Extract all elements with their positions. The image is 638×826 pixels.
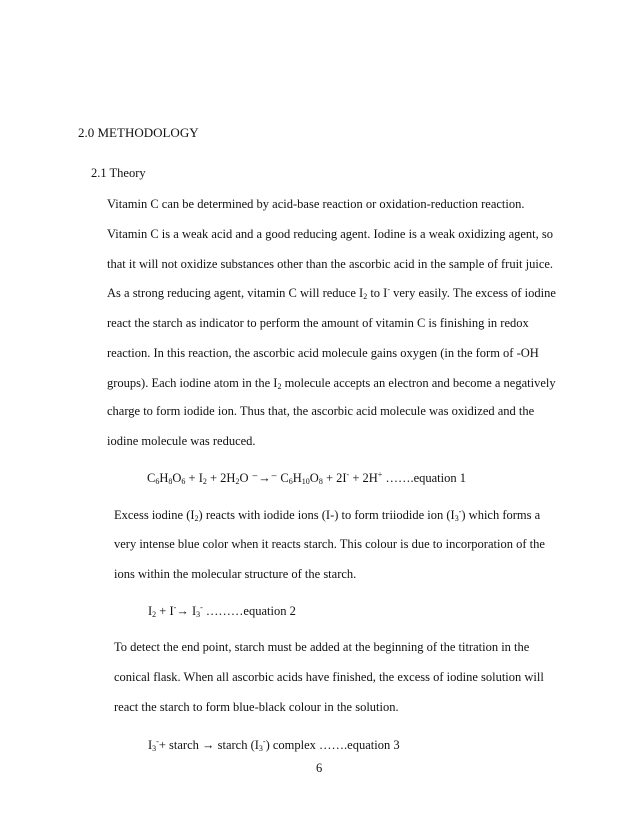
paragraph-line: conical flask. When all ascorbic acids have finished, the excess of iodine solution will (114, 670, 544, 684)
paragraph-line: Vitamin C is a weak acid and a good reducing agent. Iodine is a weak oxidizing agent, so (107, 227, 553, 241)
section-heading: 2.0 METHODOLOGY (78, 125, 199, 140)
equation-2: $I_2 + I^-\to I_3^-$ ………equation 2 (148, 603, 296, 619)
equation-3: $I_3^-+$ starch → starch $(I_3^-)$ complex …….equation 3 (148, 737, 400, 753)
paragraph-line: that it will not oxidize substances other than the ascorbic acid in the sample of fruit juice. (107, 257, 554, 271)
paragraph-line: Vitamin C can be determined by acid-base reaction or oxidation-reduction reaction. (107, 197, 525, 211)
paragraph-line: Excess iodine $(I_2)$ reacts with iodide ions (I-) to form triiodide ion $(I_3^-)$ which forms a (114, 507, 541, 523)
paragraph-line: react the starch to form blue-black colour in the solution. (114, 700, 399, 714)
equation-1: $C_6H_8O_6 + I_2 + 2H_2O$ ⁻→⁻ $C_6H_{10}O_8 + 2I^- + 2H^+$ …….equation 1 (147, 470, 466, 486)
paragraph-line: reaction. In this reaction, the ascorbic acid molecule gains oxygen (in the form of -OH (107, 346, 539, 360)
paragraph-line: charge to form iodide ion. Thus that, the ascorbic acid molecule was oxidized and the (107, 404, 535, 418)
page-number: 6 (316, 761, 323, 775)
subsection-heading: 2.1 Theory (91, 166, 146, 180)
paragraph-line: To detect the end point, starch must be added at the beginning of the titration in the (114, 640, 530, 654)
paragraph-line: react the starch as indicator to perform the amount of vitamin C is finishing in redox (107, 316, 529, 330)
paragraph-line: groups). Each iodine atom in the $I_2$ molecule accepts an electron and become a negatively (107, 376, 556, 391)
paragraph-line: As a strong reducing agent, vitamin C will reduce $I_2$ to I- very easily. The excess of iodine (107, 285, 556, 301)
paragraph-line: very intense blue color when it reacts starch. This colour is due to incorporation of the (114, 537, 545, 551)
paragraph-line: iodine molecule was reduced. (107, 434, 256, 448)
paragraph-line: ions within the molecular structure of the starch. (114, 567, 357, 581)
